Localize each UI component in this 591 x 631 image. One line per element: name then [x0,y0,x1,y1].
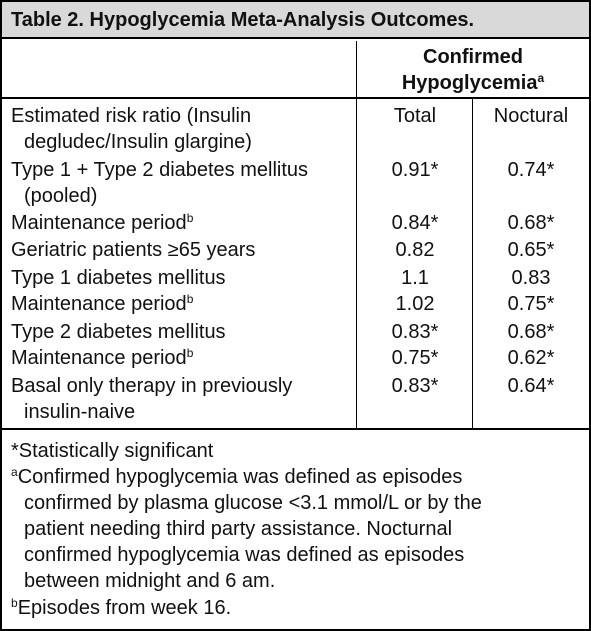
nocturnal-value: 0.68* [507,212,555,234]
total-value: 0.82 [395,239,435,261]
row-label: Maintenance period$^b$ [11,346,194,369]
row-label: Estimated risk ratio (Insulin [11,105,252,127]
footnote-a-line: confirmed hypoglycemia was defined as episodes [24,544,465,566]
footnotes [2,430,589,629]
total-value: 0.83* [391,375,439,397]
total-value: 1.1 [401,267,429,289]
row-label: Type 1 diabetes mellitus [11,267,226,289]
total-value: 0.75* [391,347,439,369]
label-column [2,99,357,430]
total-value: 0.91* [391,159,439,181]
row-label: Maintenance period$^b$ [11,292,194,315]
col-header-total: Total [393,105,437,127]
row-label-cont: insulin-naive [24,401,136,423]
row-label: Type 1 + Type 2 diabetes mellitus [11,159,309,181]
nocturnal-value: 0.64* [507,375,555,397]
row-label: Maintenance period$^b$ [11,211,194,234]
nocturnal-value: 0.65* [507,239,555,261]
nocturnal-value: 0.68* [507,321,555,343]
group-header-cell [357,41,589,99]
group-header-line1: Confirmed [423,46,523,68]
total-value: 0.84* [391,212,439,234]
total-column [357,99,473,430]
nocturnal-value: 0.75* [507,293,555,315]
footnote-a: $^a$Confirmed hypoglycemia was defined as episodes [11,465,463,488]
footnote-b: $^b$Episodes from week 16. [11,596,232,619]
nocturnal-value: 0.83 [511,267,551,289]
header-empty-cell [2,41,357,99]
footnote-a-line: between midnight and 6 am. [24,570,276,592]
row-label: Type 2 diabetes mellitus [11,321,226,343]
group-header-sup: a [537,71,545,85]
footnote-a-line: confirmed by plasma glucose <3.1 mmol/L or by the [24,492,482,514]
nocturnal-value: 0.74* [507,159,555,181]
row-label-cont: degludec/Insulin glargine) [24,131,252,153]
col-header-nocturnal: Noctural [493,105,569,127]
total-value: 1.02 [395,293,435,315]
nocturnal-column [473,99,589,430]
group-header-line2: Hypoglycemia$^a$ [401,71,545,94]
row-label: Geriatric patients ≥65 years [11,239,256,261]
total-value: 0.83* [391,321,439,343]
footnote-stat: *Statistically significant [11,440,214,462]
row-label-cont: (pooled) [24,185,98,207]
row-label: Basal only therapy in previously [11,375,293,397]
footnote-a-line: patient needing third party assistance. Nocturnal [24,518,453,540]
table-title: Table 2. Hypoglycemia Meta-Analysis Outcomes. [2,2,589,39]
nocturnal-value: 0.62* [507,347,555,369]
